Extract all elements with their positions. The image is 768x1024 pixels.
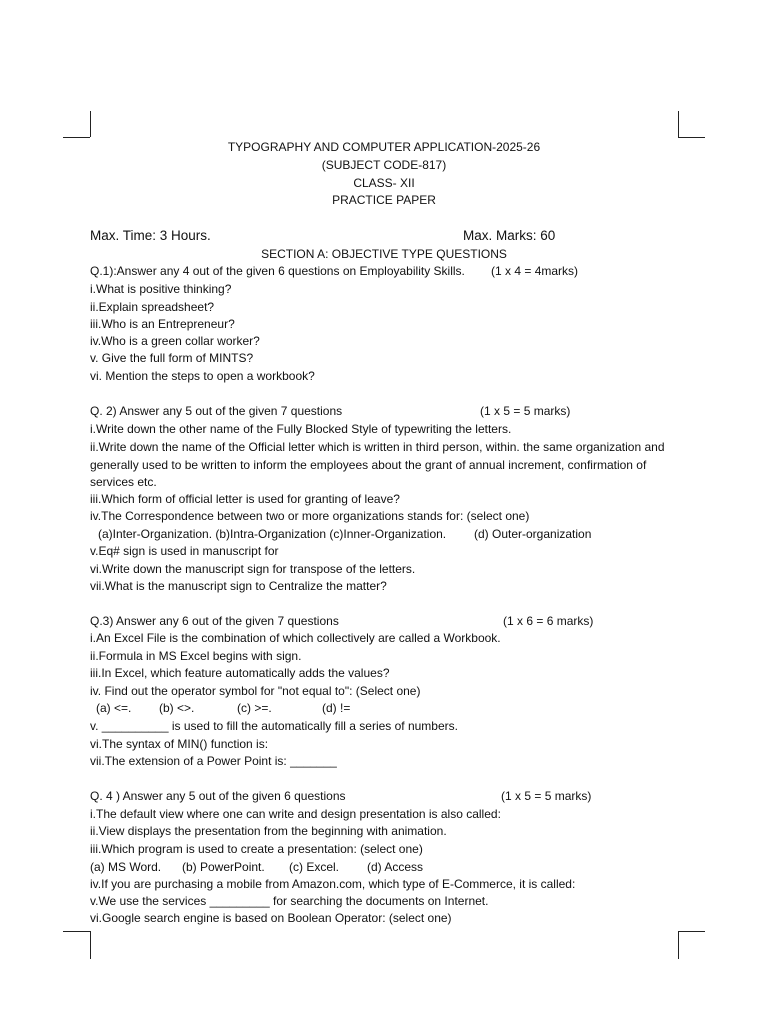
q2-item: vii.What is the manuscript sign to Centralize the matter? (90, 579, 387, 593)
crop-mark-top-right-vertical (678, 111, 679, 137)
q4-item: iv.If you are purchasing a mobile from Amazon.com, which type of E-Commerce, it is called: (90, 877, 576, 891)
q2-option-d: (d) Outer-organization (474, 527, 592, 541)
q2-item: generally used to be written to inform the employees about the grant of annual increment, confirmation of (90, 458, 647, 472)
q4-item: v.We use the services _________ for searching the documents on Internet. (90, 894, 489, 908)
q3-option-d: (d) != (322, 701, 351, 715)
q2-marks: (1 x 5 = 5 marks) (480, 404, 571, 418)
q4-option-a: (a) MS Word. (90, 860, 162, 874)
q4-option-d: (d) Access (367, 860, 424, 874)
q1-item: iii.Who is an Entrepreneur? (90, 317, 235, 331)
q3-heading: Q.3) Answer any 6 out of the given 7 questions (90, 614, 339, 628)
class-label: CLASS- XII (353, 176, 415, 190)
q3-item: i.An Excel File is the combination of which collectively are called a Workbook. (90, 631, 501, 645)
q4-item: iii.Which program is used to create a presentation: (select one) (90, 842, 423, 856)
q3-option-c: (c) >=. (237, 701, 272, 715)
q3-option-b: (b) <>. (159, 701, 195, 715)
q1-item: i.What is positive thinking? (90, 282, 232, 296)
q3-item: vii.The extension of a Power Point is: _______ (90, 754, 337, 768)
q1-item: iv.Who is a green collar worker? (90, 334, 260, 348)
q3-marks: (1 x 6 = 6 marks) (503, 614, 594, 628)
crop-mark-top-right-horizontal (678, 137, 705, 138)
q4-marks: (1 x 5 = 5 marks) (501, 789, 592, 803)
crop-mark-top-left-vertical (90, 111, 91, 137)
section-heading: SECTION A: OBJECTIVE TYPE QUESTIONS (261, 247, 507, 261)
q2-item: services etc. (90, 475, 157, 489)
q1-marks: (1 x 4 = 4marks) (491, 264, 579, 278)
crop-mark-bottom-right-vertical (678, 931, 679, 959)
q2-item: iv.The Correspondence between two or more organizations stands for: (select one) (90, 509, 530, 523)
q4-heading: Q. 4 ) Answer any 5 out of the given 6 questions (90, 789, 346, 803)
q4-item: ii.View displays the presentation from the beginning with animation. (90, 824, 447, 838)
q3-item: vi.The syntax of MIN() function is: (90, 737, 269, 751)
q4-option-c: (c) Excel. (289, 860, 340, 874)
q2-item: v.Eq# sign is used in manuscript for (90, 544, 279, 558)
crop-mark-bottom-left-horizontal (63, 931, 90, 932)
q2-options-a-c: (a)Inter-Organization. (b)Intra-Organization (c)Inner-Organization. (98, 527, 447, 541)
max-time: Max. Time: 3 Hours. (90, 228, 211, 243)
q2-item: iii.Which form of official letter is used for granting of leave? (90, 492, 400, 506)
q1-item: v. Give the full form of MINTS? (90, 351, 254, 365)
q4-option-b: (b) PowerPoint. (182, 860, 265, 874)
q2-heading: Q. 2) Answer any 5 out of the given 7 questions (90, 404, 343, 418)
q1-heading: Q.1):Answer any 4 out of the given 6 questions on Employability Skills. (90, 264, 465, 278)
paper-type: PRACTICE PAPER (332, 193, 436, 207)
q2-item: vi.Write down the manuscript sign for transpose of the letters. (90, 562, 416, 576)
q4-item: i.The default view where one can write and design presentation is also called: (90, 807, 501, 821)
crop-mark-bottom-right-horizontal (678, 931, 705, 932)
q3-option-a: (a) <=. (96, 701, 132, 715)
q1-item: vi. Mention the steps to open a workbook? (90, 369, 315, 383)
q3-item: v. __________ is used to fill the automatically fill a series of numbers. (90, 719, 458, 733)
crop-mark-top-left-horizontal (63, 137, 90, 138)
q4-item: vi.Google search engine is based on Boolean Operator: (select one) (90, 911, 452, 925)
q3-item: iv. Find out the operator symbol for "not equal to": (Select one) (90, 684, 421, 698)
q2-item: i.Write down the other name of the Fully Blocked Style of typewriting the letters. (90, 422, 512, 436)
q3-item: ii.Formula in MS Excel begins with sign. (90, 649, 302, 663)
q2-item: ii.Write down the name of the Official letter which is written in third person, within. the same organization and (90, 440, 665, 454)
subject-code: (SUBJECT CODE-817) (321, 158, 447, 172)
max-marks: Max. Marks: 60 (463, 228, 556, 243)
paper-title: TYPOGRAPHY AND COMPUTER APPLICATION-2025-26 (227, 140, 541, 154)
crop-mark-bottom-left-vertical (90, 931, 91, 959)
q3-item: iii.In Excel, which feature automatically adds the values? (90, 666, 390, 680)
q1-item: ii.Explain spreadsheet? (90, 300, 215, 314)
